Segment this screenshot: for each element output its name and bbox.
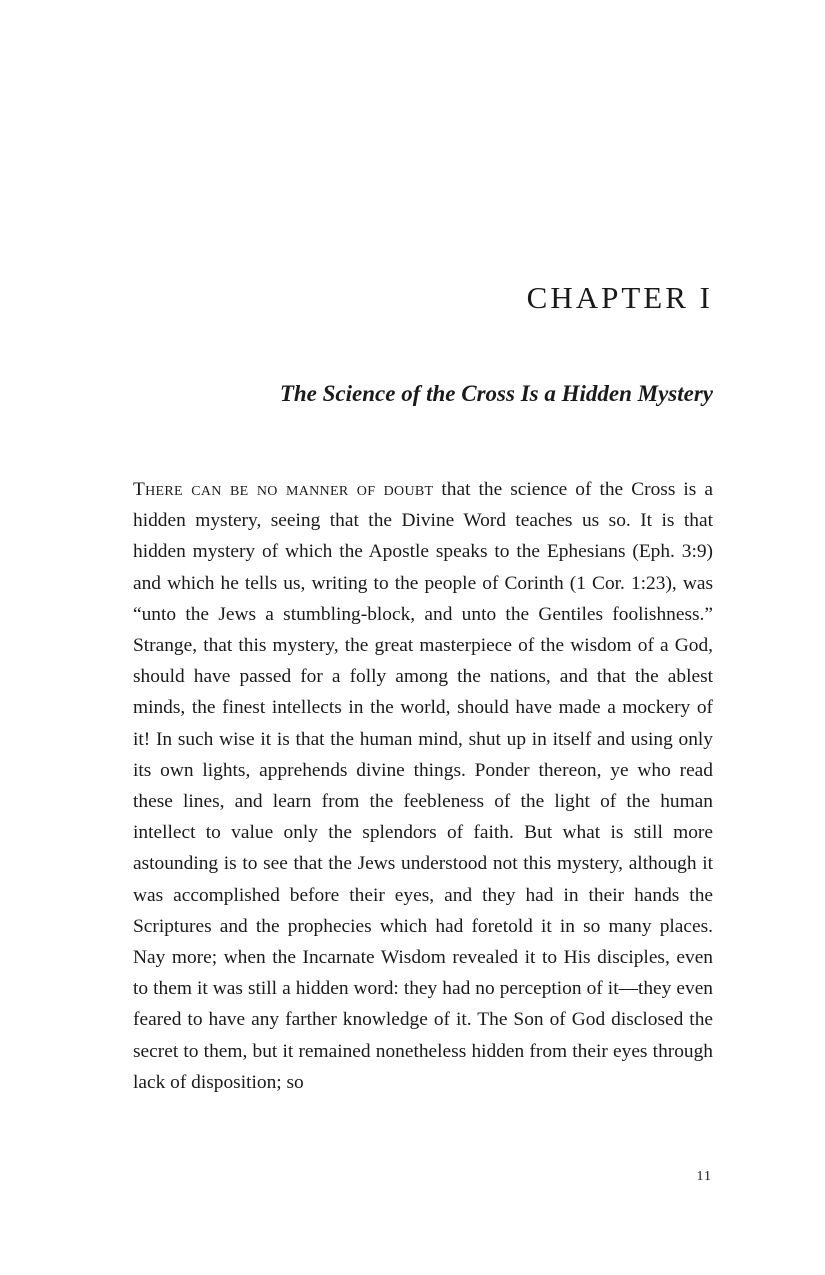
body-paragraph (133, 474, 713, 1098)
paragraph-lead-in: There can be no manner of doubt (133, 479, 434, 500)
chapter-heading: CHAPTER I (526, 280, 713, 315)
page-number: 11 (696, 1169, 712, 1184)
chapter-subtitle: The Science of the Cross Is a Hidden Mystery (279, 381, 713, 406)
paragraph-text: that the science of the Cross is a hidden mystery, seeing that the Divine Word teaches us so. It is that hidden mystery of which the Apostle speaks to the Ephesians (Eph. 3:9) and which he tells us, writing to the people of Corinth (1 Cor. 1:23), was “unto the Jews a stumbling-block, and unto the Gentiles foolishness.” Strange, that this mystery, the great masterpiece of the wisdom of a God, should have passed for a folly among the nations, and that the ablest minds, the finest intellects in the world, should have made a mockery of it! In such wise it is that the human mind, shut up in itself and using only its own lights, apprehends divine things. Ponder thereon, ye who read these lines, and learn from the feebleness of the light of the human intellect to value only the splendors of faith. But what is still more astounding is to see that the Jews understood not this mystery, although it was accomplished before their eyes, and they had in their hands the Scriptures and the prophecies which had foretold it in so many places. Nay more; when the Incarnate Wisdom revealed it to His disciples, even to them it was still a hidden word: they had no perception of it—they even feared to have any farther knowledge of it. The Son of God disclosed the secret to them, but it remained nonetheless hidden from their eyes through lack of disposition; so (133, 479, 713, 1093)
